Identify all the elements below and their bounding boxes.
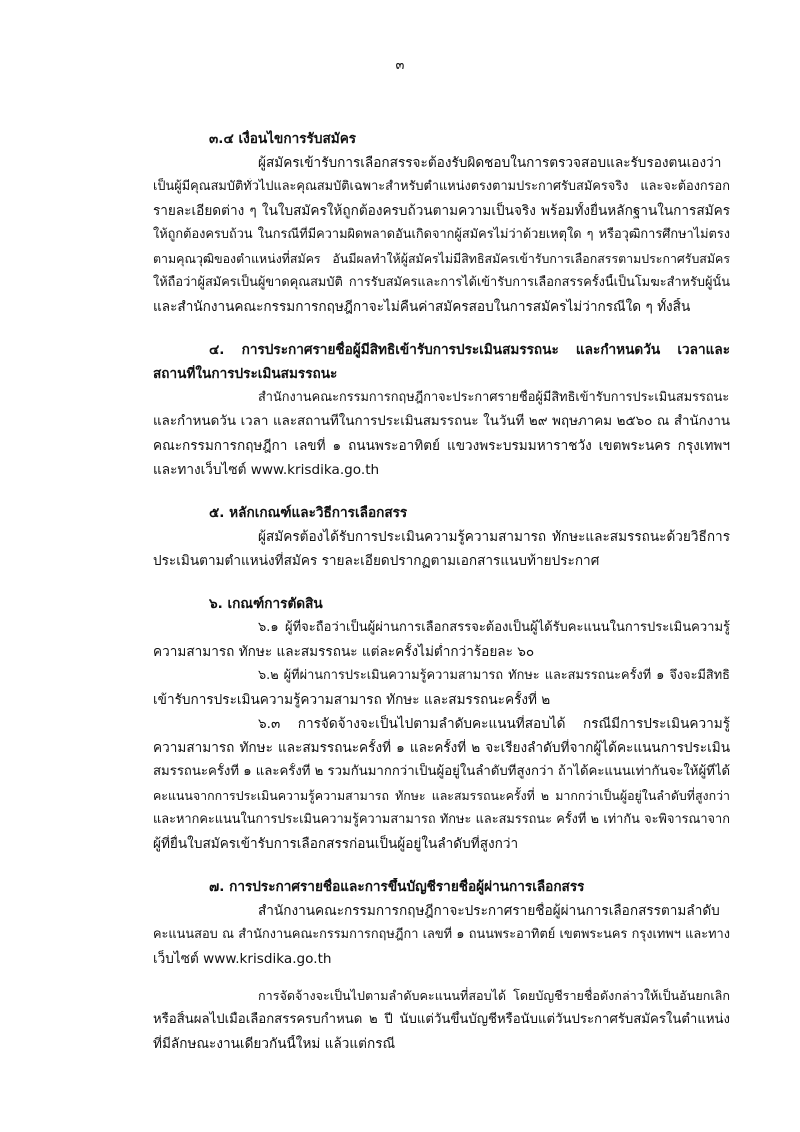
- section-3-4-line: และสำนักงานคณะกรรมการกฤษฎีกาจะไม่คืนค่าสมัครสอบในการสมัครไม่ว่ากรณีใด ๆ ทั้งสิ้น: [153, 299, 691, 315]
- section-7-line: การจัดจ้างจะเป็นไปตามลำดับคะแนนที่สอบได้ โดยบัญชีรายชื่อดังกล่าวให้เป็นอันยกเลิก: [258, 988, 730, 1003]
- section-3-4-line: ให้ถูกต้องครบถ้วน ในกรณีที่มีความผิดพลาดอันเกิดจากผู้สมัครไม่ว่าด้วยเหตุใด ๆ หรือวุฒิการศึกษาไม่ตรง: [153, 227, 730, 242]
- page-number: ๓: [395, 58, 405, 73]
- section-5-line: ผู้สมัครต้องได้รับการประเมินความรู้ความสามารถ ทักษะและสมรรถนะด้วยวิธีการ: [258, 529, 730, 545]
- section-3-4-line: เป็นผู้มีคุณสมบัติทั่วไปและคุณสมบัติเฉพาะสำหรับตำแหน่งตรงตามประกาศรับสมัครจริง และจะต้องกรอก: [153, 179, 730, 194]
- section-6-1-line: ความสามารถ ทักษะ และสมรรถนะ แต่ละครั้งไม่ต่ำกว่าร้อยละ ๖๐: [153, 644, 535, 660]
- section-6-3-line: ความสามารถ ทักษะ และสมรรถนะครั้งที่ ๑ และครั้งที่ ๒ จะเรียงลำดับที่จากผู้ได้คะแนนการประเมิน: [153, 740, 730, 756]
- section-7-line: ที่มีลักษณะงานเดียวกันนี้ใหม่ แล้วแต่กรณี: [153, 1036, 396, 1052]
- section-3-4-line: รายละเอียดต่าง ๆ ในใบสมัครให้ถูกต้องครบถ้วนตามความเป็นจริง พร้อมทั้งยื่นหลักฐานในการสมัคร: [153, 203, 730, 219]
- section-7-line: หรือสิ้นผลไปเมื่อเลือกสรรครบกำหนด ๒ ปี นับแต่วันขึ้นบัญชีหรือนับแต่วันประกาศรับสมัครในตำแหน่ง: [153, 1012, 730, 1027]
- section-6-3-line: คะแนนจากการประเมินความรู้ความสามารถ ทักษะ และสมรรถนะครั้งที่ ๒ มากกว่าเป็นผู้อยู่ในลำดับที่สูงกว่า: [153, 788, 730, 803]
- section-4-heading: ๔. การประกาศรายชื่อผู้มีสิทธิเข้ารับการประเมินสมรรถนะ และกำหนดวัน เวลาและ: [209, 342, 730, 358]
- section-6-3-line: ผู้ที่ยื่นใบสมัครเข้ารับการเลือกสรรก่อนเป็นผู้อยู่ในลำดับที่สูงกว่า: [153, 836, 519, 852]
- section-6-heading: ๖. เกณฑ์การตัดสิน: [209, 596, 323, 612]
- section-3-4-line: ผู้สมัครเข้ารับการเลือกสรรจะต้องรับผิดชอบในการตรวจสอบและรับรองตนเองว่า: [258, 155, 722, 171]
- section-6-1-line: ๖.๑ ผู้ที่จะถือว่าเป็นผู้ผ่านการเลือกสรรจะต้องเป็นผู้ได้รับคะแนนในการประเมินความรู้: [258, 620, 730, 635]
- section-5-heading: ๕. หลักเกณฑ์และวิธีการเลือกสรร: [209, 505, 408, 521]
- section-4-line: และกำหนดวัน เวลา และสถานที่ในการประเมินสมรรถนะ ในวันที่ ๒๙ พฤษภาคม ๒๕๖๐ ณ สำนักงาน: [153, 414, 730, 429]
- section-4-line: สำนักงานคณะกรรมการกฤษฎีกาจะประกาศรายชื่อผู้มีสิทธิเข้ารับการประเมินสมรรถนะ: [258, 390, 730, 405]
- section-3-4-heading: ๓.๔ เงื่อนไขการรับสมัคร: [209, 131, 357, 147]
- section-6-3-line: ๖.๓ การจัดจ้างจะเป็นไปตามลำดับคะแนนที่สอบได้ กรณีมีการประเมินความรู้: [258, 716, 730, 732]
- section-6-2-line: เข้ารับการประเมินความรู้ความสามารถ ทักษะ และสมรรถนะครั้งที่ ๒: [153, 692, 551, 708]
- section-6-3-line: สมรรถนะครั้งที่ ๑ และครั้งที่ ๒ รวมกันมากกว่าเป็นผู้อยู่ในลำดับที่สูงกว่า ถ้าได้คะแนนเท่ากันจะให้ผู้ที่ได้: [153, 764, 730, 779]
- section-7-heading: ๗. การประกาศรายชื่อและการขึ้นบัญชีรายชื่อผู้ผ่านการเลือกสรร: [209, 879, 585, 895]
- section-4-heading-cont: สถานที่ในการประเมินสมรรถนะ: [153, 366, 338, 382]
- section-3-4-line: ให้ถือว่าผู้สมัครเป็นผู้ขาดคุณสมบัติ การรับสมัครและการได้เข้ารับการเลือกสรรครั้งนี้เป็นโมฆะสำหรับผู้นั้น: [153, 275, 730, 290]
- section-4-line: คณะกรรมการกฤษฎีกา เลขที่ ๑ ถนนพระอาทิตย์ แขวงพระบรมมหาราชวัง เขตพระนคร กรุงเทพฯ: [153, 438, 730, 454]
- section-3-4-line: ตามคุณวุฒิของตำแหน่งที่สมัคร อันมีผลทำให้ผู้สมัครไม่มีสิทธิสมัครเข้ารับการเลือกสรรตามประกาศรับสมัคร: [153, 251, 730, 266]
- section-7-line: เว็บไซต์ www.krisdika.go.th: [153, 951, 332, 967]
- section-5-line: ประเมินตามตำแหน่งที่สมัคร รายละเอียดปรากฏตามเอกสารแนบท้ายประกาศ: [153, 553, 600, 569]
- section-7-line: สำนักงานคณะกรรมการกฤษฎีกาจะประกาศรายชื่อผู้ผ่านการเลือกสรรตามลำดับ: [258, 903, 720, 919]
- section-6-2-line: ๖.๒ ผู้ที่ผ่านการประเมินความรู้ความสามารถ ทักษะ และสมรรถนะครั้งที่ ๑ จึงจะมีสิทธิ: [258, 668, 730, 683]
- section-6-3-line: และหากคะแนนในการประเมินความรู้ความสามารถ ทักษะ และสมรรถนะ ครั้งที่ ๒ เท่ากัน จะพิจารณาจาก: [153, 812, 730, 827]
- section-4-line: และทางเว็บไซต์ www.krisdika.go.th: [153, 462, 380, 478]
- section-7-line: คะแนนสอบ ณ สำนักงานคณะกรรมการกฤษฎีกา เลขที่ ๑ ถนนพระอาทิตย์ เขตพระนคร กรุงเทพฯ และทาง: [153, 927, 730, 942]
